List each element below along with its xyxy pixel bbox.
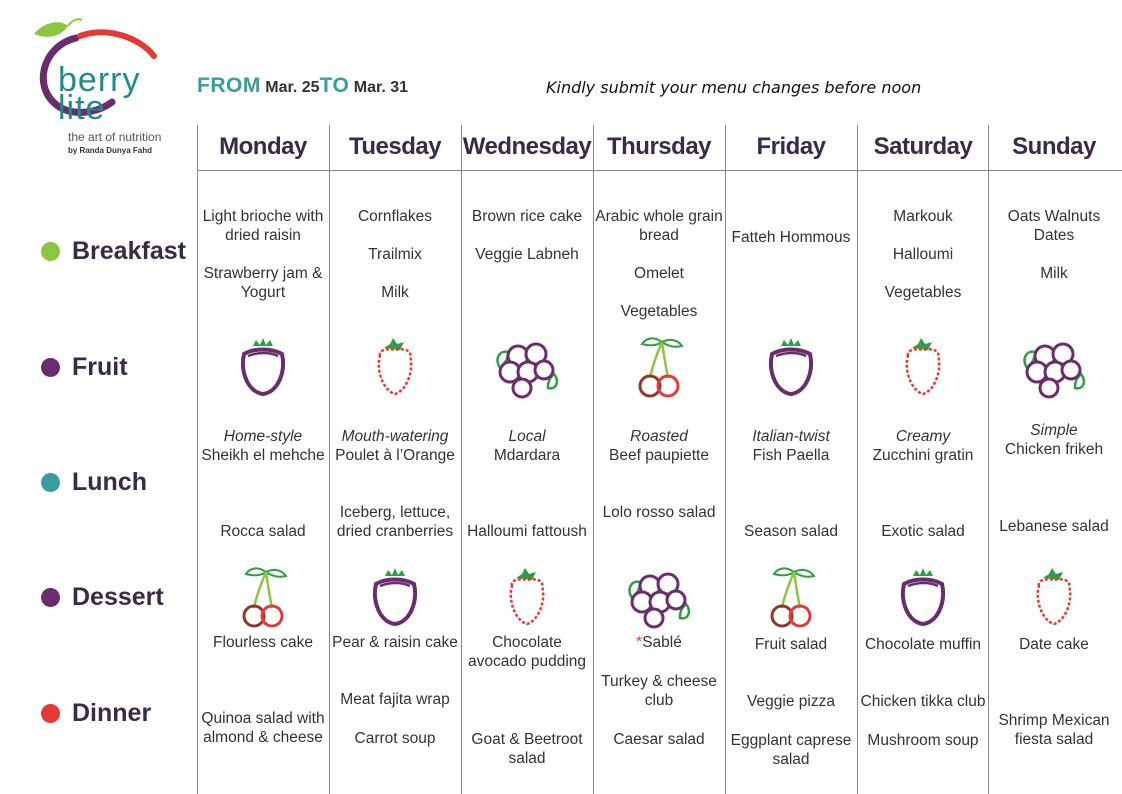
dinner-cell-tuesday — [329, 690, 461, 748]
menu-item: Goat & Beetroot salad — [471, 731, 583, 767]
menu-item: Quinoa salad with almond & cheese — [201, 710, 325, 746]
menu-change-notice: Kindly submit your menu changes before noon — [546, 78, 922, 97]
salad-item: Exotic salad — [881, 523, 965, 540]
dinner-cell-friday — [725, 692, 857, 769]
meal-label-fruit — [41, 352, 128, 382]
lunch-style: Simple — [1030, 422, 1078, 439]
lunch-main: Poulet à l’Orange — [335, 447, 455, 464]
menu-item: Carrot soup — [354, 730, 436, 747]
menu-item: Trailmix — [368, 246, 422, 263]
lunch-main: Beef paupiette — [609, 447, 709, 464]
lunch-cell-monday — [197, 427, 329, 465]
salad-item: Iceberg, lettuce, dried cranberries — [336, 504, 454, 540]
blueberry-icon — [624, 564, 694, 630]
lunch-cell-saturday — [857, 427, 989, 465]
breakfast-cell-sunday — [988, 207, 1120, 283]
dessert-item: Flourless cake — [213, 634, 313, 651]
menu-item: Eggplant caprese salad — [730, 732, 852, 768]
menu-item: Halloumi — [892, 246, 954, 263]
strawberry-icon — [492, 564, 562, 630]
lunch-main: Chicken frikeh — [1004, 441, 1104, 458]
dessert-cell-thursday — [593, 633, 725, 652]
day-header-wednesday: Wednesday — [462, 133, 592, 160]
day-header-friday: Friday — [756, 133, 826, 160]
plum-icon — [888, 564, 958, 630]
menu-item: Caesar salad — [613, 731, 705, 748]
menu-item: Cornflakes — [357, 208, 433, 225]
strawberry-icon — [360, 334, 430, 400]
strawberry-icon — [1019, 564, 1089, 630]
menu-item: Fatteh Hommous — [731, 229, 851, 246]
breakfast-cell-wednesday — [461, 207, 593, 264]
salad-item: Season salad — [744, 523, 838, 540]
plum-icon — [360, 564, 430, 630]
dessert-item: Chocolate avocado pudding — [467, 634, 587, 670]
dessert-cell-sunday — [988, 635, 1120, 654]
blueberry-icon — [1019, 334, 1089, 400]
salad-item: Lebanese salad — [999, 518, 1109, 535]
dessert-cell-wednesday — [461, 633, 593, 671]
salad-item: Lolo rosso salad — [602, 504, 716, 521]
meal-label-text: Breakfast — [72, 236, 186, 265]
asterisk-mark: * — [636, 634, 643, 651]
blueberry-icon — [492, 334, 562, 400]
menu-item: Veggie pizza — [747, 693, 835, 710]
menu-item: Light brioche with dried raisin — [202, 208, 324, 244]
breakfast-cell-monday — [197, 207, 329, 302]
menu-item: Strawberry jam & Yogurt — [203, 265, 323, 301]
from-label: FROM — [197, 74, 261, 97]
breakfast-cell-thursday — [593, 207, 725, 321]
meal-label-dessert — [41, 582, 164, 612]
plum-icon — [756, 334, 826, 400]
dessert-cell-tuesday — [329, 633, 461, 652]
dessert-item: Pear & raisin cake — [332, 634, 458, 651]
menu-item: Oats Walnuts Dates — [1007, 208, 1101, 244]
dessert-item: Fruit salad — [754, 636, 828, 653]
menu-item: Markouk — [893, 208, 953, 225]
from-date: Mar. 25 — [265, 79, 320, 96]
cherry-icon — [228, 564, 298, 630]
menu-item: Chicken tikka club — [860, 693, 986, 710]
meal-label-lunch — [41, 467, 147, 497]
breakfast-cell-saturday — [857, 207, 989, 302]
logo-wordmark: berry lite — [58, 61, 141, 127]
bullet-dot-icon — [41, 704, 60, 723]
lunch-style: Home-style — [223, 428, 303, 445]
menu-item: Omelet — [634, 265, 684, 282]
lunch-main: Sheikh el mehche — [201, 447, 325, 464]
bullet-dot-icon — [41, 242, 60, 261]
dessert-cell-monday — [197, 633, 329, 652]
day-header-monday: Monday — [219, 133, 307, 160]
dessert-cell-friday — [725, 635, 857, 654]
menu-item: Meat fajita wrap — [340, 691, 450, 708]
to-date: Mar. 31 — [353, 79, 409, 96]
meal-label-dinner — [41, 698, 151, 728]
dinner-cell-saturday — [857, 692, 989, 750]
cherry-icon — [756, 564, 826, 630]
breakfast-cell-tuesday — [329, 207, 461, 302]
lunch-main: Fish Paella — [752, 447, 830, 464]
meal-label-text: Dessert — [72, 582, 164, 611]
lunch-cell-thursday — [593, 427, 725, 465]
bullet-dot-icon — [41, 358, 60, 377]
brand-logo — [28, 18, 178, 168]
salad-item: Halloumi fattoush — [467, 523, 587, 540]
lunch-cell-wednesday — [461, 427, 593, 465]
dessert-item: Date cake — [1019, 636, 1089, 653]
dinner-cell-thursday — [593, 672, 725, 749]
menu-item: Vegetables — [884, 284, 962, 301]
salad-item: Rocca salad — [220, 523, 306, 540]
bullet-dot-icon — [41, 588, 60, 607]
date-range — [197, 74, 408, 98]
day-header-thursday: Thursday — [606, 133, 712, 160]
day-header-saturday: Saturday — [873, 133, 973, 160]
lunch-cell-tuesday — [329, 427, 461, 465]
dinner-cell-monday — [197, 709, 329, 747]
logo-byline: by Randa Dunya Fahd — [68, 146, 153, 155]
meal-label-text: Fruit — [72, 352, 128, 381]
lunch-style: Creamy — [895, 428, 951, 445]
dessert-cell-saturday — [857, 635, 989, 654]
logo-tagline: the art of nutrition — [68, 130, 162, 144]
bullet-dot-icon — [41, 473, 60, 492]
menu-item: Turkey & cheese club — [601, 673, 717, 709]
lunch-cell-sunday — [988, 421, 1120, 459]
cherry-icon — [624, 334, 694, 400]
menu-item: Milk — [381, 284, 409, 301]
day-header-tuesday: Tuesday — [348, 133, 442, 160]
lunch-style: Mouth-watering — [341, 428, 449, 445]
meal-label-text: Dinner — [72, 698, 152, 727]
dinner-cell-sunday — [988, 711, 1120, 749]
strawberry-icon — [888, 334, 958, 400]
lunch-style: Roasted — [630, 428, 688, 445]
header-divider — [197, 170, 1122, 171]
menu-item: Mushroom soup — [867, 732, 979, 749]
menu-item: Veggie Labneh — [475, 246, 579, 263]
lunch-cell-friday — [725, 427, 857, 465]
lunch-style: Local — [508, 428, 546, 445]
dessert-item: Sablé — [642, 634, 682, 651]
menu-item: Shrimp Mexican fiesta salad — [998, 712, 1110, 748]
menu-item: Milk — [1040, 265, 1068, 282]
to-label: TO — [319, 74, 350, 97]
plum-icon — [228, 334, 298, 400]
lunch-main: Zucchini gratin — [872, 447, 974, 464]
lunch-main: Mdardara — [493, 447, 561, 464]
meal-label-breakfast — [41, 236, 186, 266]
lunch-style: Italian-twist — [752, 428, 830, 445]
menu-item: Vegetables — [620, 303, 698, 320]
menu-item: Arabic whole grain bread — [595, 208, 723, 244]
dinner-cell-wednesday — [461, 730, 593, 768]
day-header-sunday: Sunday — [1012, 133, 1096, 160]
breakfast-cell-friday — [725, 228, 857, 247]
meal-label-text: Lunch — [72, 467, 147, 496]
menu-item: Brown rice cake — [471, 208, 583, 225]
dessert-item: Chocolate muffin — [864, 636, 982, 653]
